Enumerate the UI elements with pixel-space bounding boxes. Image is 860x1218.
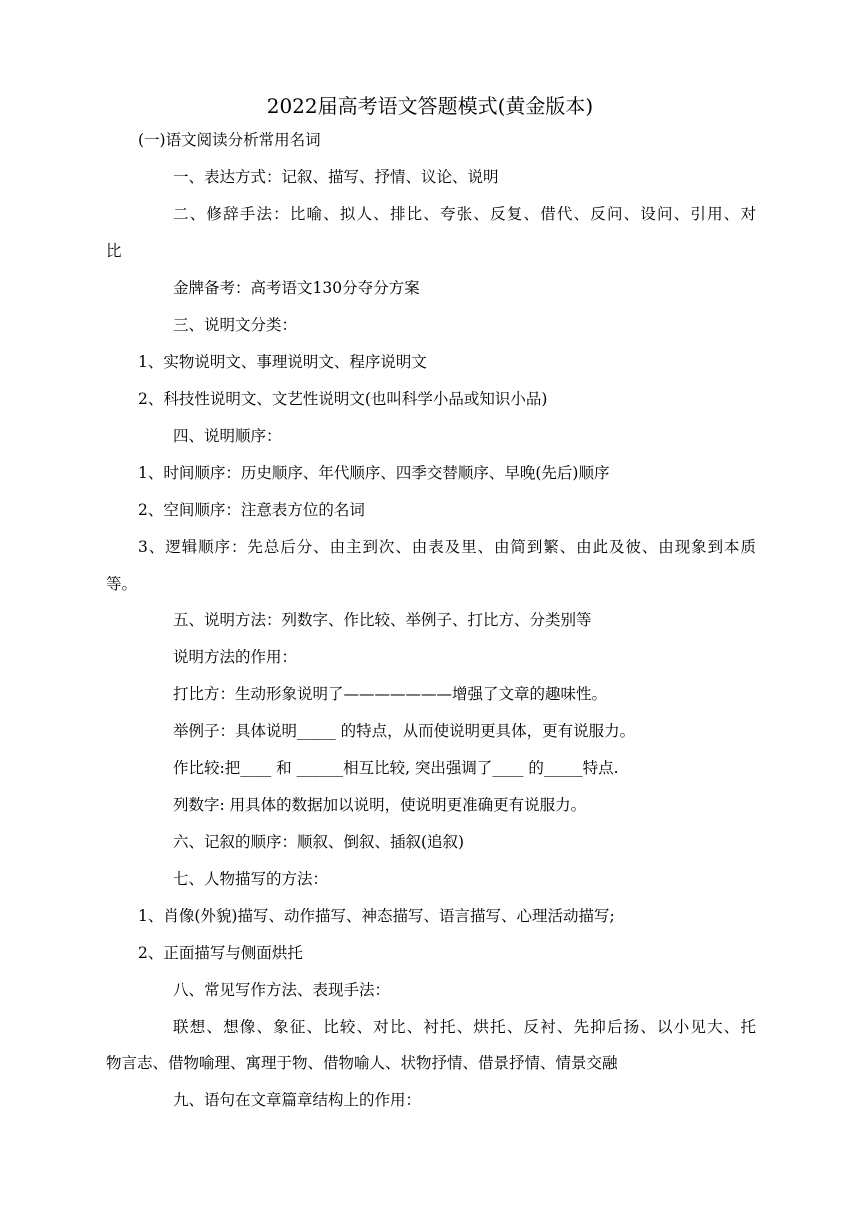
paragraph: 物言志、借物喻理、寓理于物、借物喻人、状物抒情、借景抒情、情景交融 xyxy=(106,1054,618,1072)
paragraph: 七、人物描写的方法： xyxy=(173,870,329,888)
paragraph: 六、记叙的顺序：顺叙、倒叙、插叙(追叙) xyxy=(173,833,465,851)
paragraph: 四、说明顺序： xyxy=(173,427,282,445)
list-item: 2、科技性说明文、文艺性说明文(也叫科学小品或知识小品) xyxy=(138,390,548,408)
paragraph: 列数字: 用具体的数据加以说明，使说明更准确更有说服力。 xyxy=(173,796,587,814)
list-item: 2、正面描写与侧面烘托 xyxy=(138,944,303,962)
paragraph: 二、修辞手法：比喻、拟人、排比、夸张、反复、借代、反问、设问、引用、对 xyxy=(173,205,756,223)
paragraph: 一、表达方式：记叙、描写、抒情、议论、说明 xyxy=(173,168,499,186)
paragraph: 联想、想像、象征、比较、对比、衬托、烘托、反衬、先抑后扬、以小见大、托 xyxy=(173,1018,756,1036)
list-item: 1、时间顺序：历史顺序、年代顺序、四季交替顺序、早晚(先后)顺序 xyxy=(138,464,610,482)
paragraph: 举例子：具体说明_____ 的特点，从而使说明更具体，更有说服力。 xyxy=(173,722,636,740)
paragraph: 作比较:把____ 和 ______相互比较, 突出强调了____ 的_____特点. xyxy=(173,759,619,777)
list-item: 3、逻辑顺序：先总后分、由主到次、由表及里、由简到繁、由此及彼、由现象到本质 xyxy=(138,538,756,556)
list-item: 2、空间顺序：注意表方位的名词 xyxy=(138,501,365,519)
paragraph: 九、语句在文章篇章结构上的作用： xyxy=(173,1091,422,1109)
paragraph: 三、说明文分类： xyxy=(173,316,298,334)
section-heading: (一)语文阅读分析常用名词 xyxy=(138,131,321,149)
paragraph: 八、常见写作方法、表现手法： xyxy=(173,981,391,999)
paragraph: 打比方：生动形象说明了———————增强了文章的趣味性。 xyxy=(173,685,608,703)
paragraph: 五、说明方法：列数字、作比较、举例子、打比方、分类别等 xyxy=(173,611,592,629)
document-title: 2022届高考语文答题模式(黄金版本) xyxy=(266,94,594,118)
list-item: 1、肖像(外貌)描写、动作描写、神态描写、语言描写、心理活动描写; xyxy=(138,907,615,925)
paragraph: 比 xyxy=(106,242,122,260)
paragraph: 等。 xyxy=(106,575,138,593)
paragraph: 金牌备考：高考语文130分夺分方案 xyxy=(173,279,420,297)
paragraph: 说明方法的作用： xyxy=(173,648,298,666)
list-item: 1、实物说明文、事理说明文、程序说明文 xyxy=(138,353,427,371)
